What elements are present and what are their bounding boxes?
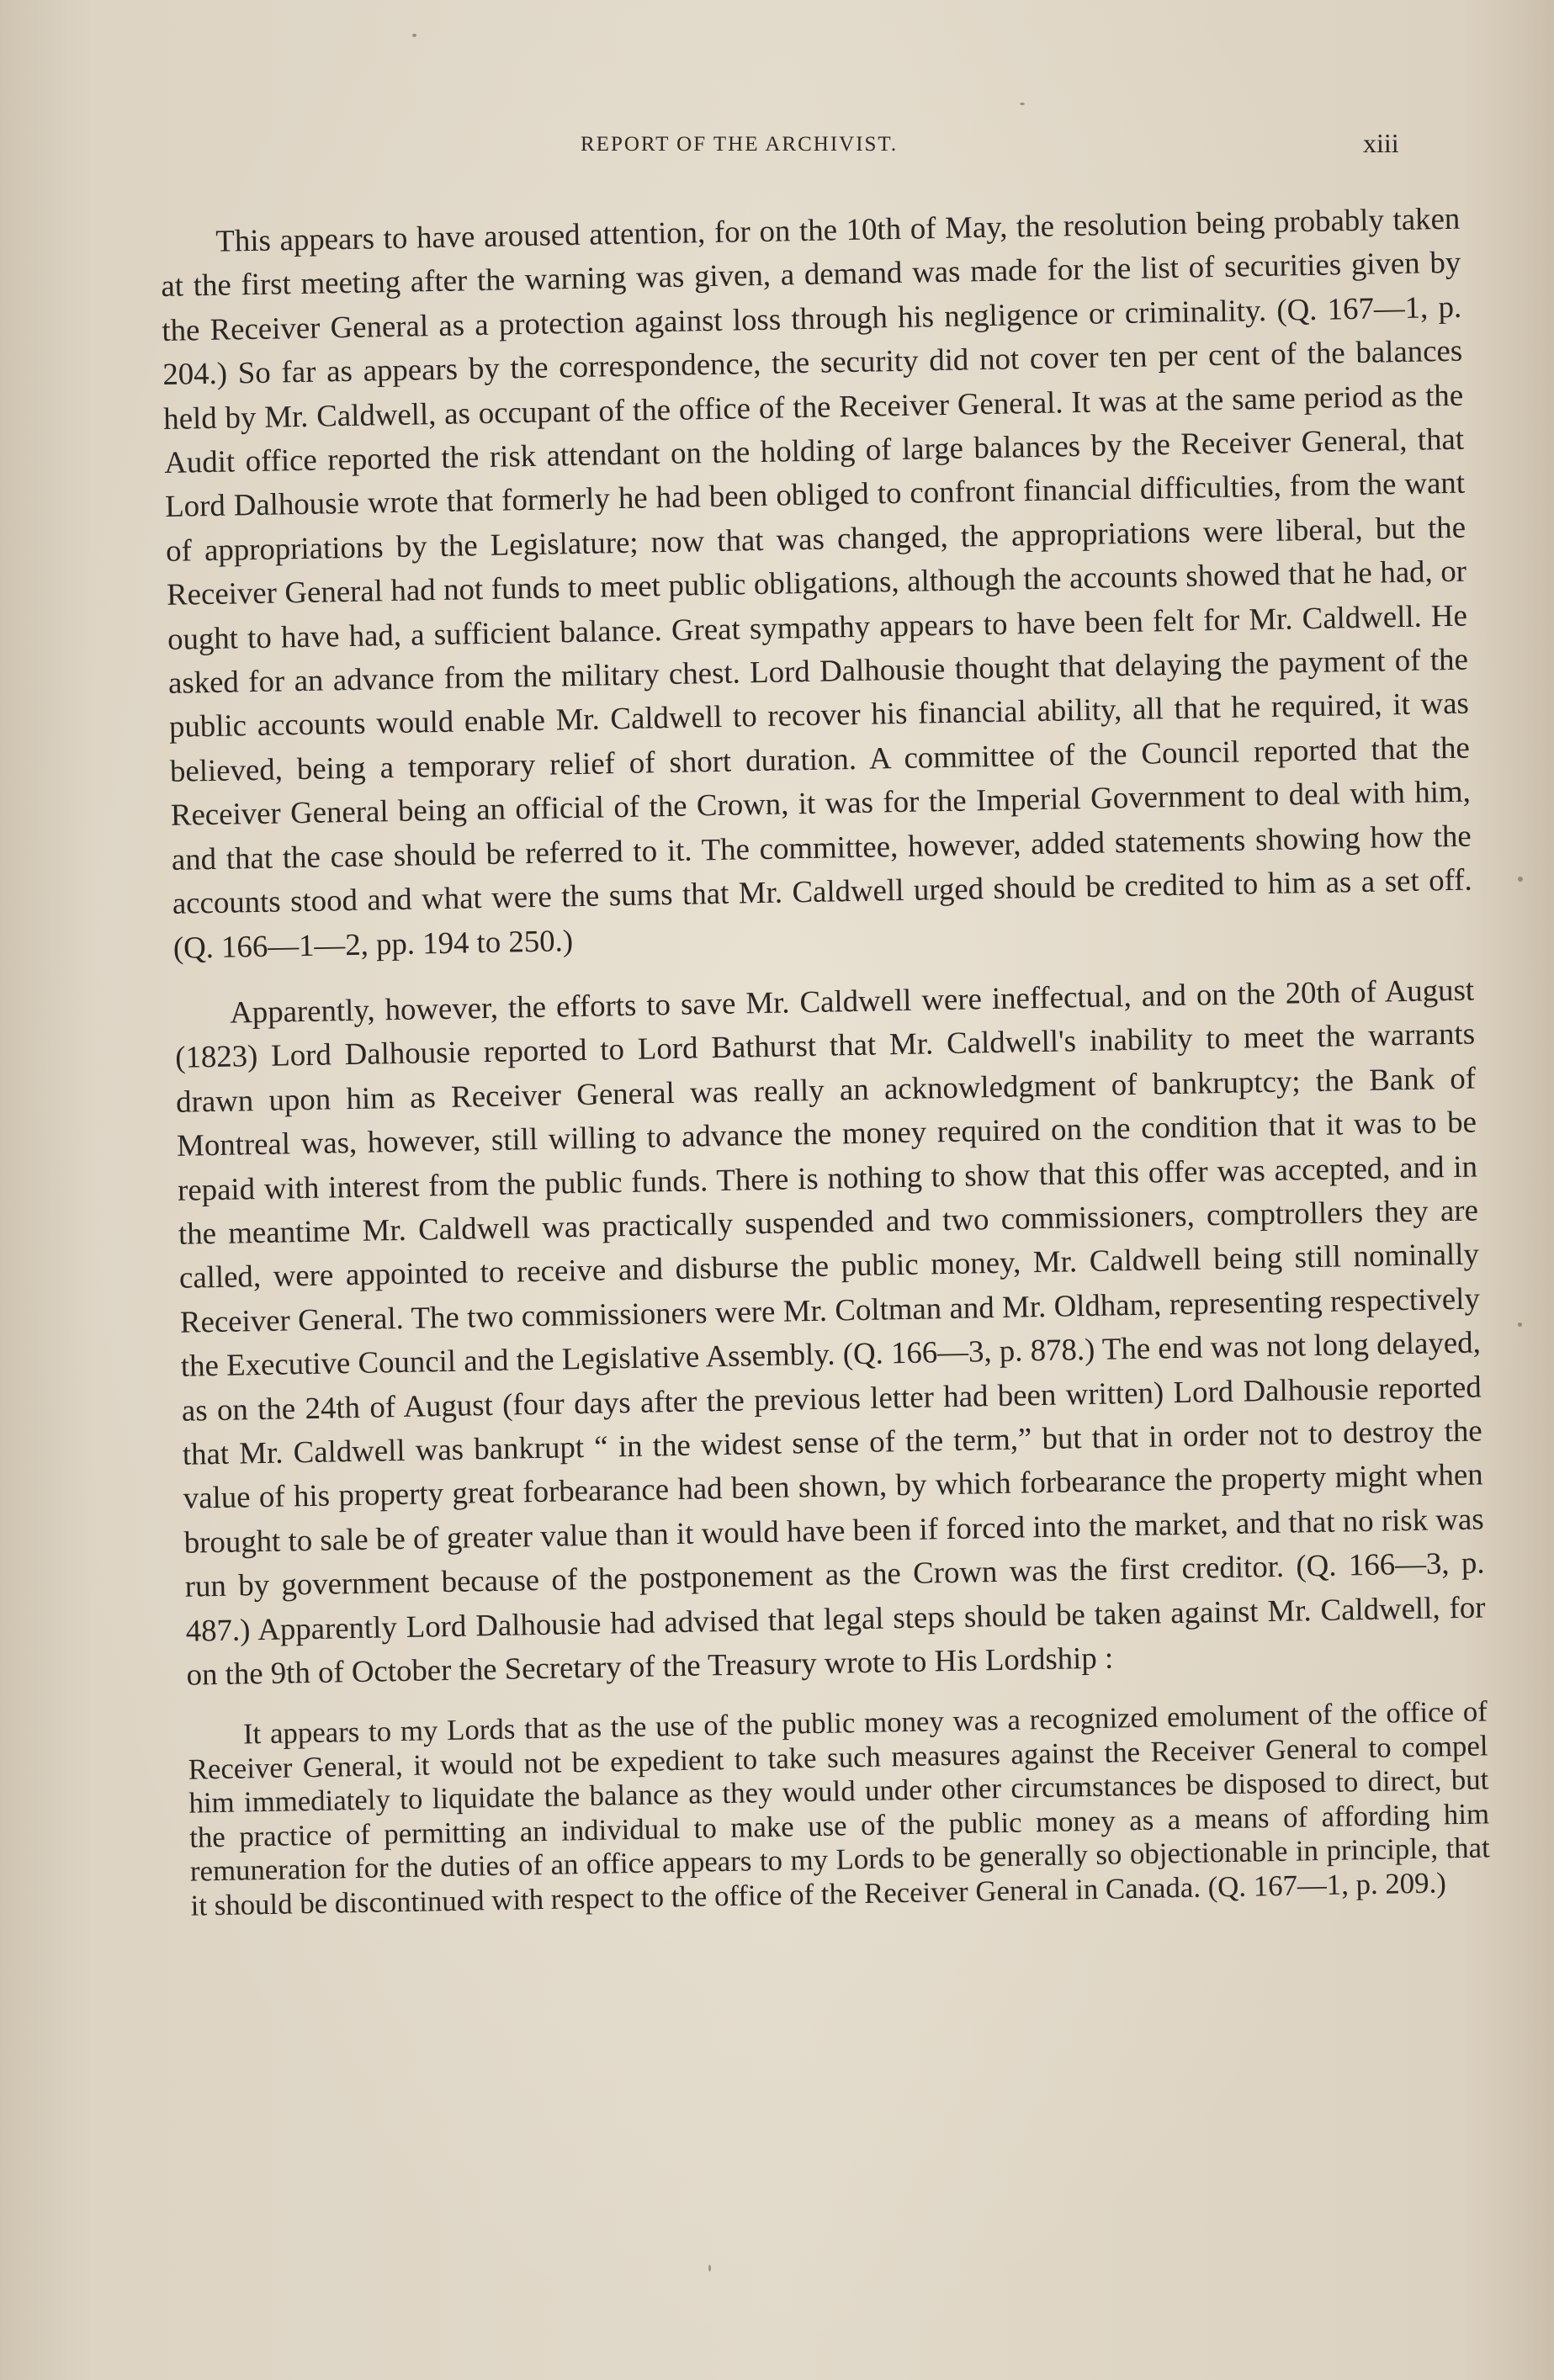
paper-speck [1020, 103, 1025, 105]
paper-speck [412, 34, 416, 37]
page-number: xiii [1363, 128, 1399, 158]
body-text [160, 197, 1491, 1923]
running-head-title: REPORT OF THE ARCHIVIST. [581, 133, 899, 156]
paper-speck [1518, 877, 1523, 882]
paper-speck [708, 2265, 711, 2271]
paper-speck [1518, 1323, 1522, 1327]
paragraph-1: This appears to have aroused attention, for on the 10th of May, the resolution being probably taken at the first meeting after the warning was given, a demand was made for the list of securities given by the Receiver General as a protection against loss through his negligence or criminality. (Q. 167—1, p. 204.) So far as appears by the correspondence, the security did not cover ten per cent of the balances held by Mr. Caldwell, as occupant of the office of the Receiver General. It was at the same period as the Audit office reported the risk attendant on the holding of large balances by the Receiver General, that Lord Dalhousie wrote that formerly he had been obliged to confront financial difficulties, from the want of appropriations by the Legislature; now that was changed, the appropriations were liberal, but the Receiver General had not funds to meet public obligations, although the accounts showed that he had, or ought to have had, a sufficient balance. Great sympathy appears to have been felt for Mr. Caldwell. He asked for an advance from the military chest. Lord Dalhousie thought that delaying the payment of the public accounts would enable Mr. Caldwell to recover his financial ability, all that he required, it was believed, being a temporary relief of short duration. A committee of the Council reported that the Receiver General being an official of the Crown, it was for the Imperial Government to deal with him, and that the case should be referred to it. The committee, however, added statements showing how the accounts stood and what were the sums that Mr. Caldwell urged should be credited to him as a set off. (Q. 166—1—2, pp. 194 to 250.) [161, 200, 1472, 965]
running-head [0, 128, 1554, 167]
block-quote: It appears to my Lords that as the use of the public money was a recognized emolument of the office of Receiver General, it would not be expedient to take such measures against the Receiver General to compel him immediately to liquidate the balance as they would under other circumstances be disposed to direct, but the practice of permitting an individual to make use of the public money as a means of affording him remuneration for the duties of an office appears to my Lords to be generally so objectionable in principle, that it should be discontinued with respect to the office of the Receiver General in Canada. (Q. 167—1, p. 209.) [188, 1694, 1491, 1922]
paragraph-2: Apparently, however, the efforts to save Mr. Caldwell were ineffectual, and on the 20th of August (1823) Lord Dalhousie reported to Lord Bathurst that Mr. Caldwell's inability to meet the warrants drawn upon him as Receiver General was really an acknowledgment of bankruptcy; the Bank of Montreal was, however, still willing to advance the money required on the condition that it was to be repaid with interest from the public funds. There is nothing to show that this offer was accepted, and in the meantime Mr. Caldwell was practically suspended and two commissioners, comptrollers they are called, were appointed to receive and disburse the public money, Mr. Caldwell being still nominally Receiver General. The two commissioners were Mr. Coltman and Mr. Oldham, representing respectively the Executive Council and the Legislative Assembly. (Q. 166—3, p. 878.) The end was not long delayed, as on the 24th of August (four days after the previous letter had been written) Lord Dalhousie reported that Mr. Caldwell was bankrupt “ in the widest sense of the term,” but that in order not to destroy the value of his property great forbearance had been shown, by which forbearance the property might when brought to sale be of greater value than it would have been if forced into the market, and that no risk was run by government because of the postponement as the Crown was the first creditor. (Q. 166—3, p. 487.) Apparently Lord Dalhousie had advised that legal steps should be taken against Mr. Caldwell, for on the 9th of October the Secretary of the Treasury wrote to His Lordship : [174, 972, 1486, 1692]
